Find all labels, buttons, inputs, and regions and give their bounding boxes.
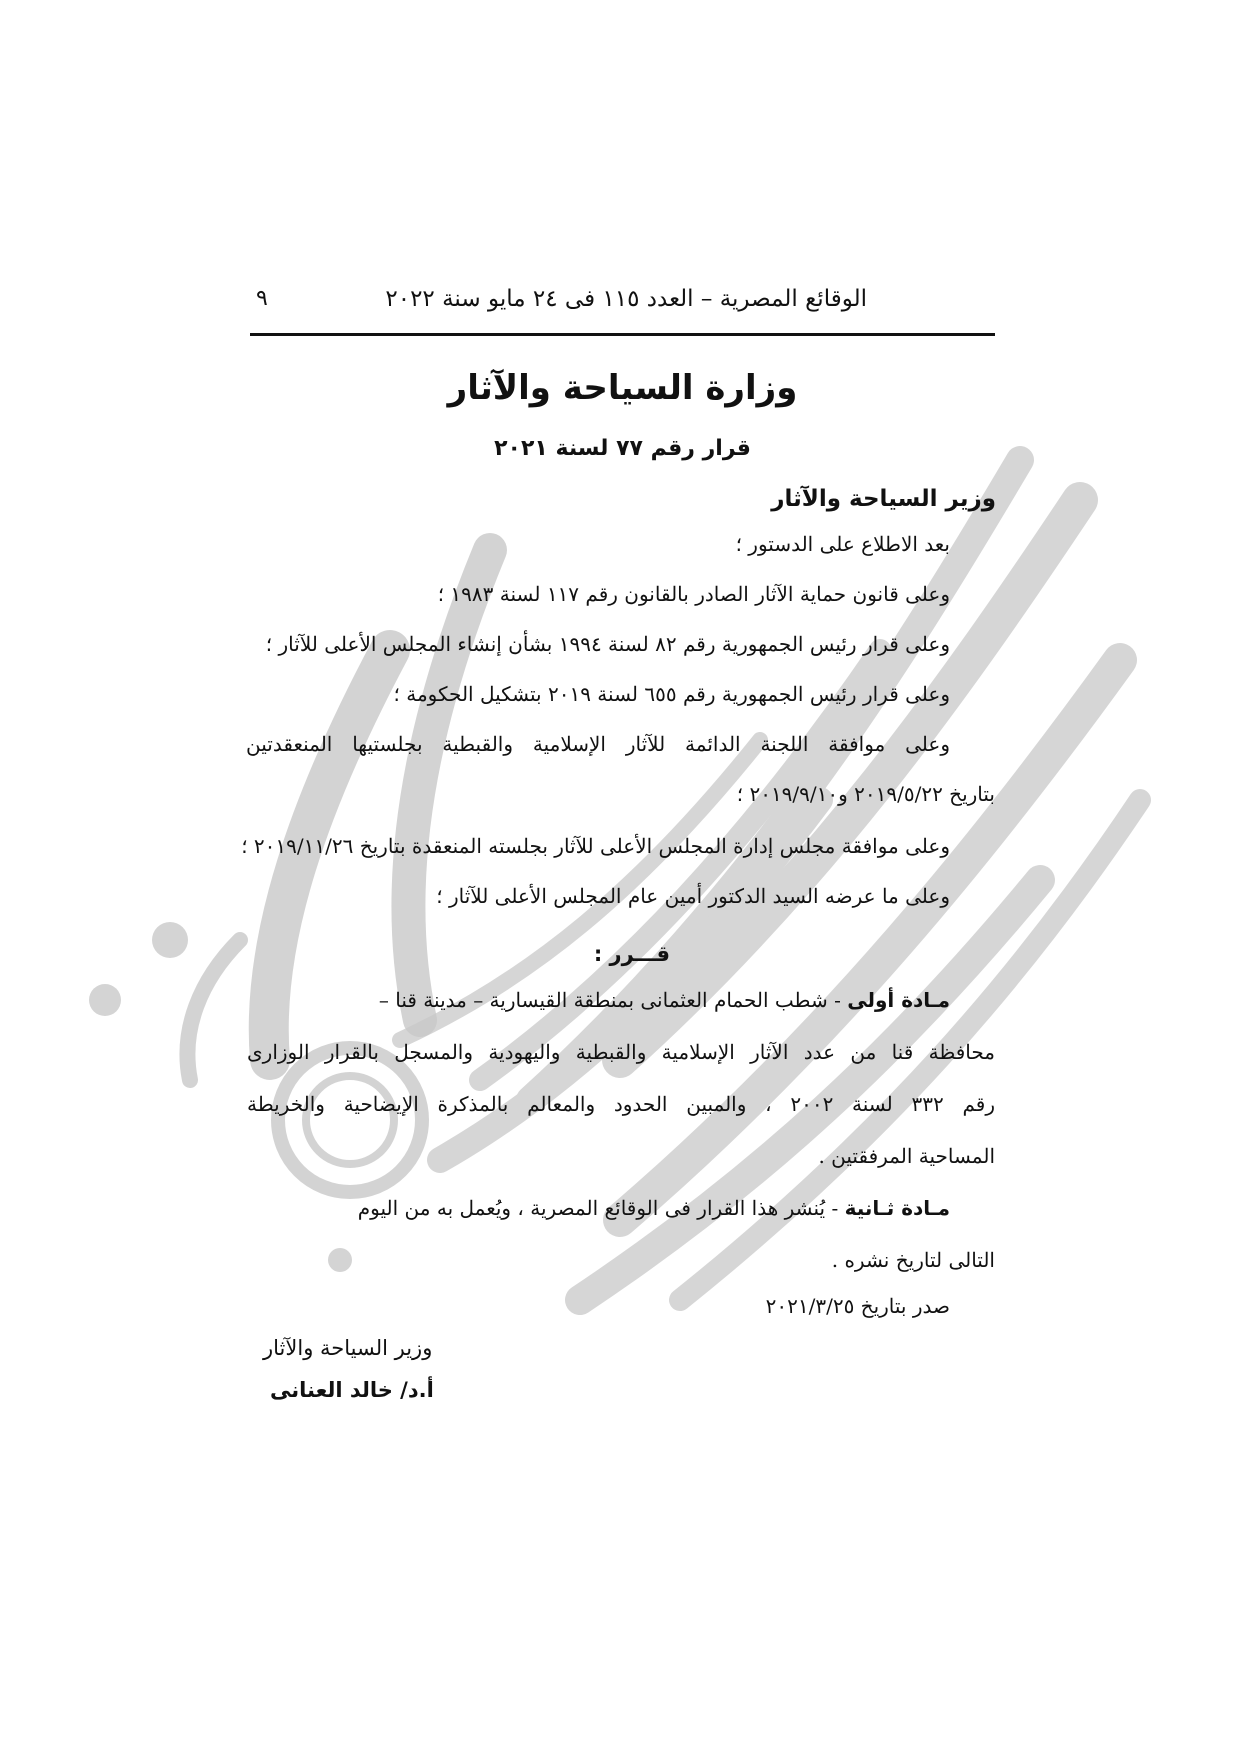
signature-name: أ.د/ خالد العنانى [270,1378,434,1402]
page-number: ٩ [256,286,268,311]
article-1-line4: المساحية المرفقتين . [818,1144,995,1168]
signature-title: وزير السياحة والآثار [263,1336,433,1360]
article-1-line2: محافظة قنا من عدد الآثار الإسلامية والقبطية واليهودية والمسجل بالقرار الوزارى [247,1040,995,1064]
watermark-seal-graphic [60,420,1160,1440]
preamble-decree-655: وعلى قرار رئيس الجمهورية رقم ٦٥٥ لسنة ٢٠١٩ بتشكيل الحكومة ؛ [393,682,950,706]
preamble-secretary: وعلى ما عرضه السيد الدكتور أمين عام المجلس الأعلى للآثار ؛ [436,884,950,908]
article-1-line1 [379,988,950,1012]
article-2-line2: التالى لتاريخ نشره . [831,1248,995,1272]
article-2-label: مـادة ثـانية [844,1196,950,1220]
article-1-line3: رقم ٣٣٢ لسنة ٢٠٠٢ ، والمبين الحدود والمعالم بالمذكرة الإيضاحية والخريطة [247,1092,996,1116]
preamble-committee-line1: وعلى موافقة اللجنة الدائمة للآثار الإسلامية والقبطية بجلستيها المنعقدتين [246,732,950,756]
issued-date: صدر بتاريخ ٢٠٢١/٣/٢٥ [765,1294,950,1318]
header-divider [250,333,995,336]
ministry-title: وزارة السياحة والآثار [447,368,798,408]
gazette-header-title: الوقائع المصرية – العدد ١١٥ فى ٢٤ مايو سنة ٢٠٢٢ [385,286,867,312]
preamble-constitution: بعد الاطلاع على الدستور ؛ [735,532,950,556]
decided-heading: قـــرر : [593,942,670,966]
article-1-text: - شطب الحمام العثمانى بمنطقة القيسارية – مدينة قنا – [378,988,841,1012]
preamble-law-117: وعلى قانون حماية الآثار الصادر بالقانون رقم ١١٧ لسنة ١٩٨٣ ؛ [437,582,950,606]
running-header [250,286,995,320]
preamble-board: وعلى موافقة مجلس إدارة المجلس الأعلى للآثار بجلسته المنعقدة بتاريخ ٢٠١٩/١١/٢٦ ؛ [241,834,950,858]
article-2-line1 [358,1196,950,1220]
preamble-committee-line2: بتاريخ ٢٠١٩/٥/٢٢ و٢٠١٩/٩/١٠ ؛ [736,782,995,806]
decision-number: قرار رقم ٧٧ لسنة ٢٠٢١ [494,436,751,461]
minister-heading: وزير السياحة والآثار [771,486,996,512]
article-1-label: مـادة أولى [847,988,950,1012]
preamble-decree-82: وعلى قرار رئيس الجمهورية رقم ٨٢ لسنة ١٩٩٤ بشأن إنشاء المجلس الأعلى للآثار ؛ [265,632,950,656]
article-2-text: - يُنشر هذا القرار فى الوقائع المصرية ، ويُعمل به من اليوم [357,1196,839,1220]
